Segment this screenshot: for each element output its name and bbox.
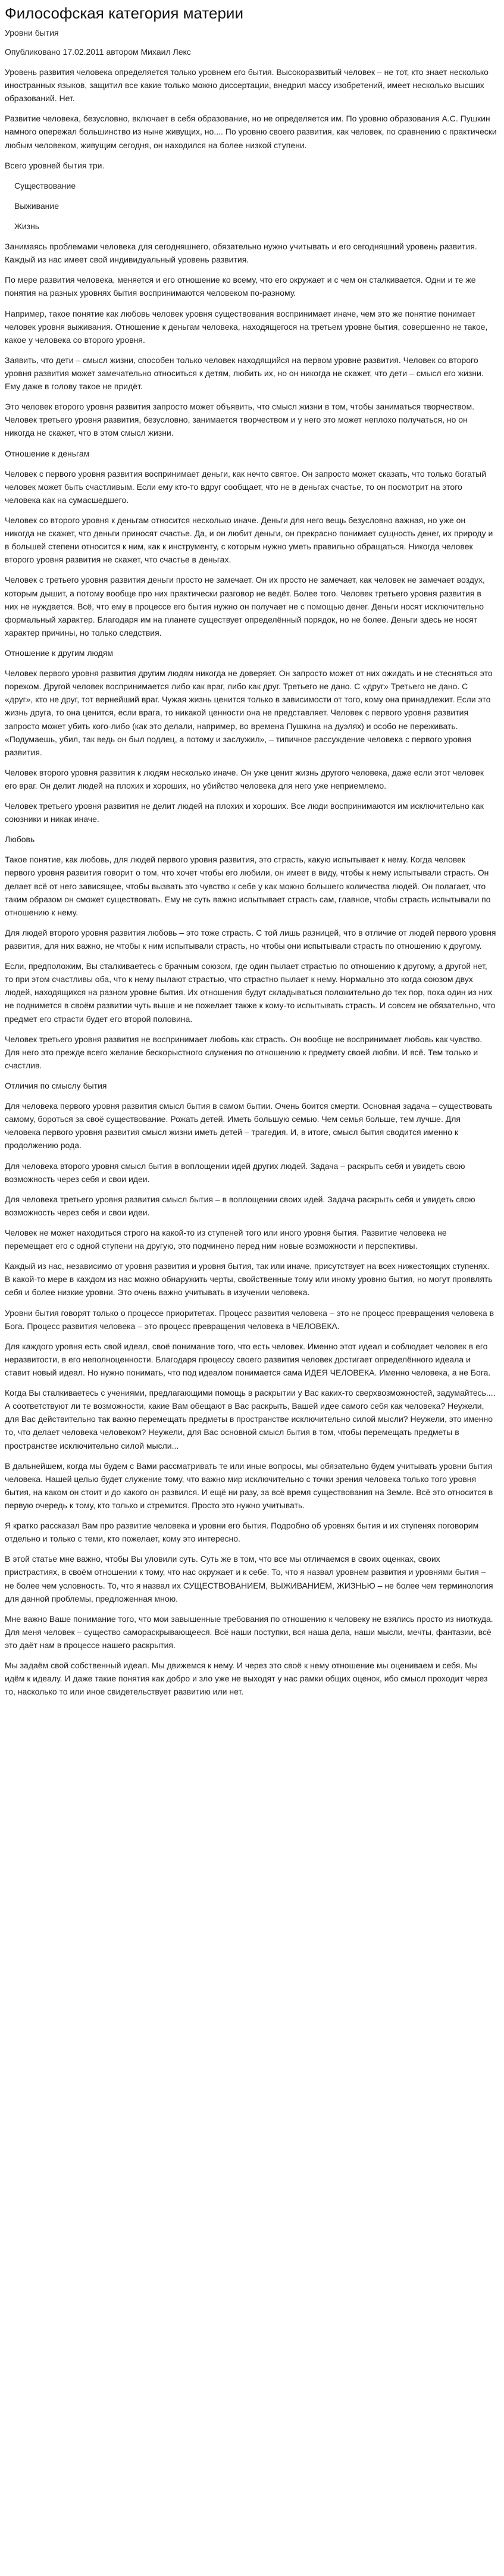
paragraph: Человек второго уровня развития к людям несколько иначе. Он уже ценит жизнь другого человека, даже если этот человек его враг. Он делит людей на плохих и хороших, но убийство человека для него уже неприемлемо. — [5, 767, 484, 790]
paragraph: В этой статье мне важно, чтобы Вы уловили суть. Суть же в том, что все мы отличаемся в своих оценках, своих пристрастиях, в своём отношении к тому, что нас окружает и к себе. То, что я назвал уровнем развития и уровнями бытия – не более чем условность. То, что я назвал их СУЩЕСТВОВАНИЕМ, ВЫЖИВАНИЕМ, ЖИЗНЬЮ – не более чем терминология для данной проблемы, предложенная мною. — [5, 1554, 493, 1603]
paragraph: Человек с третьего уровня развития деньги просто не замечает. Он их просто не замечает, как человек не замечает воздух, которым дышит, а потому вообще про них практически разговор не ведёт. Более того. Человек третьего уровня развития в них не нуждается. Всё, что ему в процессе его бытия нужно он получает не с помощью денег. Деньги носят исключительно формальный характер. Благодаря им на планете существует определённый порядок, но не более. Деньги здесь не носят характер причины, но только следствия. — [5, 575, 485, 637]
paragraph: Для человека третьего уровня развития смысл бытия – в воплощении своих идей. Задача раскрыть себя и увидеть свою возможность через себя и свои идеи. — [5, 1194, 475, 1217]
paragraph: Развитие человека, безусловно, включает в себя образование, но не определяется им. По уровню образования А.С. Пушкин намного опережал большинство из ныне живущих, но.... По уровню своего развития, как человек, по сравнению с практически любым человеком, живущим сегодня, он находился на более низкой ступени. — [5, 114, 497, 150]
paragraph: Человек со второго уровня к деньгам относится несколько иначе. Деньги для него вещь безусловно важная, но уже он никогда не скажет, что деньги приносят счастье. Да, и он любит деньги, он прекрасно понимает сущность денег, их природу и в большей степени относится к ним, как к инструменту, с которым нужно уметь правильно обращаться. Никогда человек второго уровня развития не скажет, что счастье в деньгах. — [5, 515, 493, 565]
paragraph: Человек с первого уровня развития воспринимает деньги, как нечто святое. Он запросто может сказать, что только богатый человек может быть счастливым. Если ему кто-то вдруг сообщает, что не в деньгах счастье, то он посмотрит на этого человека как на сумасшедшего. — [5, 468, 487, 505]
paragraph: По мере развития человека, меняется и его отношение ко всему, что его окружает и с чем он сталкивается. Одни и те же понятия на разных уровнях бытия воспринимаются человеком по-разному. — [5, 275, 476, 298]
paragraph: Каждый из нас, независимо от уровня развития и уровня бытия, так или иначе, присутствует на всех нижестоящих ступенях. В какой-то мере в каждом из нас можно обнаружить черты, свойственные тому или иному уровню бытия, но могут проявлять себя и более низкие уровни. Это очень важно учитывать в изучении человека. — [5, 1261, 493, 1298]
paragraph: Уровни бытия говорят только о процессе приоритетах. Процесс развития человека – это не процесс превращения человека в Бога. Процесс развития человека – это процесс превращения человека в ЧЕЛОВЕКА. — [5, 1308, 494, 1331]
paragraph: Человек не может находиться строго на какой-то из ступеней того или иного уровня бытия. Развитие человека не перемещает его с одной ступени на другую, это подчинено перед ним новые возможности и перспективы. — [5, 1228, 447, 1251]
paragraph: Например, такое понятие как любовь человек уровня существования воспринимает иначе, чем это же понятие понимает человек уровня выживания. Отношение к деньгам человека, находящегося на третьем уровне бытия, совершенно не такое, какое у человека со второго уровня. — [5, 308, 488, 345]
paragraph: В дальнейшем, когда мы будем с Вами рассматривать те или иные вопросы, мы обязательно будем учитывать уровни бытия человека. Нашей целью будет служение тому, что важно мир исключительно с точки зрения человека только того уровня бытия, на каком он стоит и до какого он развился. И ещё ни разу, за всё время существования на Земле. Всё это относится в первую очередь к тому, кто только и стремится. Просто это нужно учитывать. — [5, 1461, 493, 1510]
paragraph: Всего уровней бытия три. — [5, 160, 105, 170]
article-meta: Опубликовано 17.02.2011 автором Михаил Лекс — [5, 46, 191, 57]
levels-list — [5, 179, 497, 233]
list-item: Жизнь — [14, 221, 40, 231]
paragraph: Если, предположим, Вы сталкиваетесь с брачным союзом, где один пылает страстью по отношению к другому, а другой нет, то при этом счастливы оба, что к нему пылают страстью, что страстно пылает к нему. Нормально это когда союзом двух людей, находящихся на разном уровне бытия. Их отношения будут складываться положительно до тех пор, пока один из них не поднимется в своём развитии чуть выше и не пожелает также к кому-то испытывать страсть. И совсем не обязательно, что предмет его страсти будет его второй половина. — [5, 961, 496, 1024]
section-heading-meaning: Отличия по смыслу бытия — [5, 1081, 107, 1091]
paragraph: Я кратко рассказал Вам про развитие человека и уровни его бытия. Подробно об уровнях бытия и их ступенях поговорим отдельно и только с теми, кто пожелает, кому это интересно. — [5, 1521, 479, 1544]
paragraph: Мы задаём свой собственный идеал. Мы движемся к нему. И через это своё к нему отношение мы оцениваем и себя. Мы идём к идеалу. И даже такие понятия как добро и зло уже не выходят у нас рамки общих оценок, ибо смысл проходит через то, насколько то или иное свидетельствует развитию или нет. — [5, 1661, 488, 1697]
paragraph: Человек третьего уровня развития не делит людей на плохих и хороших. Все люди воспринимаются им исключительно как союзники и никак иначе. — [5, 801, 484, 824]
list-item: Существование — [14, 180, 76, 190]
article-title: Философская категория материи — [5, 4, 243, 22]
paragraph: Занимаясь проблемами человека для сегодняшнего, обязательно нужно учитывать и его сегодняшний уровень развития. Каждый из нас имеет свой индивидуальный уровень развития. — [5, 242, 477, 265]
section-heading-people: Отношение к другим людям — [5, 648, 114, 658]
paragraph: Для людей второго уровня развития любовь – это тоже страсть. С той лишь разницей, что в отличие от людей первого уровня развития, для них важно, не чтобы к ним испытывали страсть, но чтобы они испытывали страсть по отношению к другому. — [5, 927, 496, 951]
section-heading-money: Отношение к деньгам — [5, 448, 90, 458]
paragraph: Для человека второго уровня смысл бытия в воплощении идей других людей. Задача – раскрыть себя и увидеть свою возможность через себя и свои идеи. — [5, 1161, 465, 1184]
section-heading-love: Любовь — [5, 834, 35, 845]
paragraph: Для каждого уровня есть свой идеал, своё понимание того, что есть человек. Именно этот идеал и соблюдает человек в его неразвитости, в его неполноценности. Благодаря процессу своего развития человек достигает определённого идеала и ставит новый идеал. Но нужно понимать, что под идеалом понимается сама ИДЕЯ ЧЕЛОВЕКА. Именно человека, а не Бога. — [5, 1341, 491, 1377]
paragraph: Это человек второго уровня развития запросто может объявить, что смысл жизни в том, чтобы заниматься творчеством. Человек третьего уровня развития, безусловно, занимается творчеством и у него это может неплохо получаться, но он никогда не скажет, что в этом смысл жизни. — [5, 402, 474, 438]
paragraph: Человек третьего уровня развития не воспринимает любовь как страсть. Он вообще не воспринимает любовь как чувство. Для него это прежде всего желание бескорыстного служения по отношению к предмету своей любви. И всё. Тем только и счастлив. — [5, 1034, 483, 1070]
paragraph: Уровень развития человека определяется только уровнем его бытия. Высокоразвитый человек – не тот, кто знает несколько иностранных языков, защитил все какие только можно диссертации, внедрил массу изобретений, имеет несколько высших образований. Нет. — [5, 67, 489, 104]
paragraph: Человек первого уровня развития другим людям никогда не доверяет. Он запросто может от них ожидать и не стесняться это порежом. Другой человек воспринимается либо как враг, либо как друг. Третьего не дано. С «друг» Третьего не дано. С «друг», кто не друг, тот вернейший враг. Чужая жизнь ценится только в зависимости от того, кому она принадлежит. Если это жизнь друга, то она ценится, если врага, то никакой ценности она не представляет. Человек с первого уровня развития запросто может убить кого-либо (как это делали, например, во времена Пушкина на дуэлях) и особо не переживать. «Подумаешь, убил, так ведь он был подлец, а потому и заслужил», – типичное рассуждение человека с первого уровня развития. — [5, 668, 493, 757]
paragraph: Такое понятие, как любовь, для людей первого уровня развития, это страсть, какую испытывает к нему. Когда человек первого уровня развития говорит о том, что хочет чтобы его любили, он имеет в виду, чтобы к нему испытывали страсть. Он делает всё от него зависящее, чтобы вызвать это чувство к себе у как можно большего количества людей. Он полагает, что таким образом он сможет существовать. Ему не суть важно испытывает страсть сам, главное, чтобы страсть испытывали по отношению к нему. — [5, 855, 491, 917]
paragraph: Когда Вы сталкиваетесь с учениями, предлагающими помощь в раскрытии у Вас каких-то сверхвозможностей, задумайтесь.... А соответствуют ли те возможности, какие Вам обещают в Вас раскрыть, Вашей идее самого себя как человека? Неужели, для Вас действительно так важно перемещать предметы в пространстве исключительно силой мысли? Неужели, это именно то, что делает человека человеком? Неужели, для Вас основной смысл бытия в том, чтобы перемещать предметы в пространстве исключительно силой мысли... — [5, 1388, 496, 1450]
article-subtitle: Уровни бытия — [5, 27, 59, 37]
paragraph: Заявить, что дети – смысл жизни, способен только человек находящийся на первом уровне развития. Человек со второго уровня развития может замечательно относиться к детям, любить их, но он никогда не скажет, что дети – смысл его жизни. Ему даже в голову такое не придёт. — [5, 355, 484, 392]
list-item: Выживание — [14, 201, 59, 211]
paragraph: Мне важно Ваше понимание того, что мои завышенные требования по отношению к человеку не взялись просто из ниоткуда. Для меня человек – существо самораскрывающееся. Всё наши поступки, вся наша дела, наши мысли, мечты, фантазии, всё это даёт нам в процессе нашего раскрытия. — [5, 1614, 493, 1650]
paragraph: Для человека первого уровня развития смысл бытия в самом бытии. Очень боится смерти. Основная задача – существовать самому, бороться за своё существование. Рожать детей. Иметь большую семью. Чем семья больше, тем лучше. Для человека первого уровня развития смысл жизни иметь детей – трагедия. И, в итоге, смысл бытия сводится именно к продолжению рода. — [5, 1101, 493, 1151]
